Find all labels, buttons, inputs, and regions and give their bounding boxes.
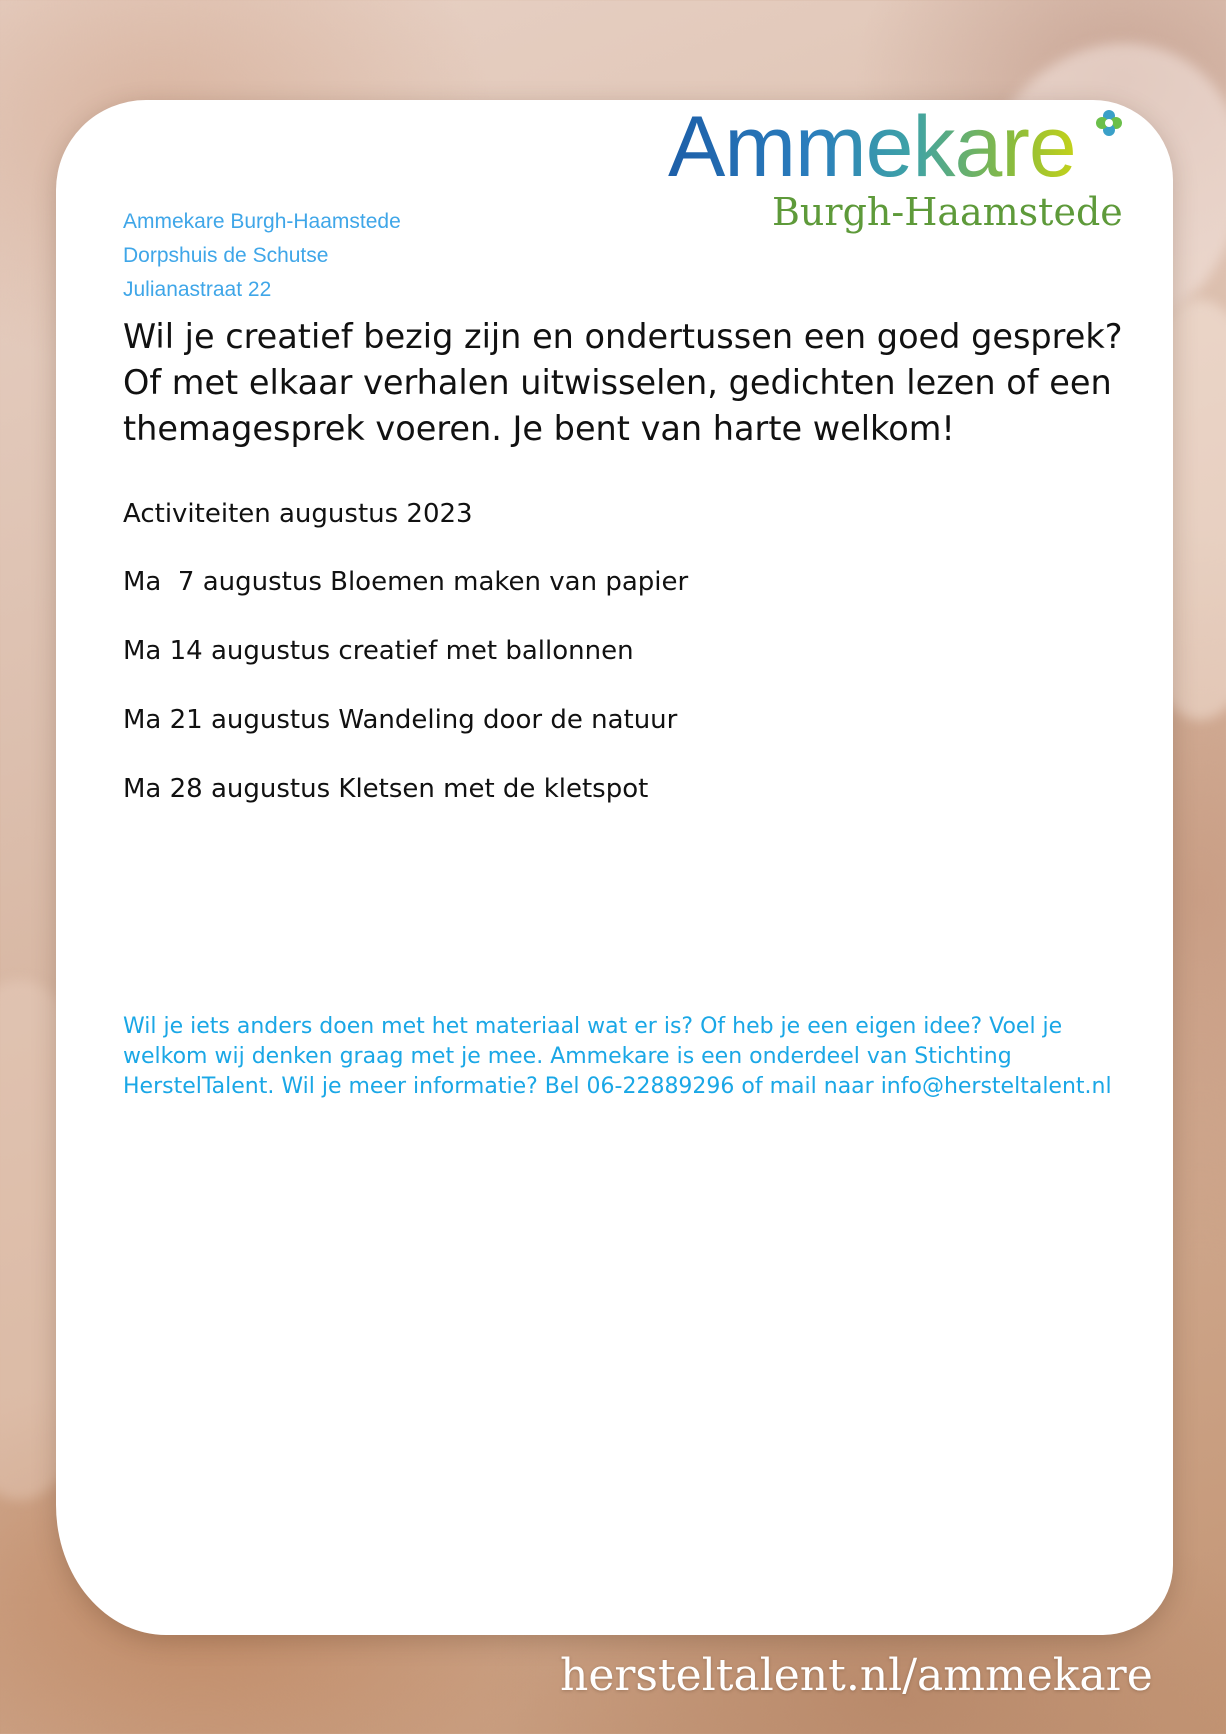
activity-item: Ma 7 augustus Bloemen maken van papier [123,567,689,597]
activity-item: Ma 14 augustus creatief met ballonnen [123,636,634,666]
address-line: Dorpshuis de Schutse [123,244,329,267]
logo-wordmark: Ammekare [668,99,1076,195]
flower-icon [1094,108,1124,138]
activity-item: Ma 21 augustus Wandeling door de natuur [123,705,678,735]
logo-subtitle: Burgh-Haamstede [772,190,1123,234]
activity-item: Ma 28 augustus Kletsen met de kletspot [123,774,649,804]
address-line: Ammekare Burgh-Haamstede [123,210,401,233]
address-line: Julianastraat 22 [123,278,272,301]
ammekare-logo [668,99,1123,244]
info-text: Wil je iets anders doen met het materiaal wat er is? Of heb je een eigen idee? Voel je welkom wij denken graag met je mee. Ammekare is een onderdeel van Stichting HerstelTalent. Wil je meer informatie? Bel 06-22889296 of mail naar info@hersteltalent.nl [123,1014,1112,1099]
footer-url: hersteltalent.nl/ammekare [560,1650,1153,1701]
activities-heading: Activiteiten augustus 2023 [123,499,473,529]
intro-text: Wil je creatief bezig zijn en ondertussen een goed gesprek? Of met elkaar verhalen uitwisselen, gedichten lezen of een themagesprek voeren. Je bent van harte welkom! [123,317,1123,448]
address-block [123,205,401,307]
activities-list [123,496,688,840]
